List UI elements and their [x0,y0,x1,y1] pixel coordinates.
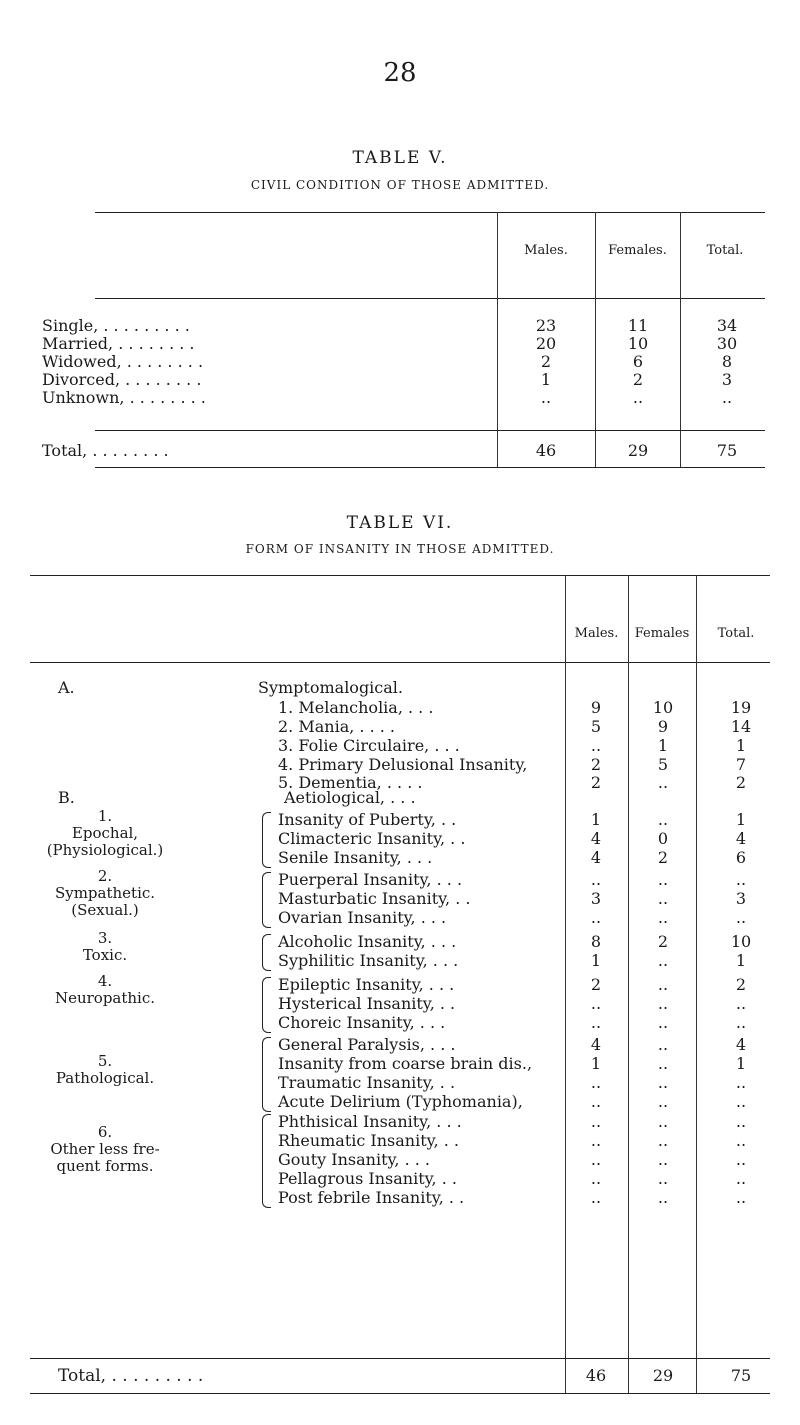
females-value: 0 [657,829,669,848]
group-name-line: Epochal, [71,824,139,842]
females-value: .. [657,889,669,908]
table-row [0,994,800,1014]
table-row [0,1131,800,1151]
total-value: .. [735,1013,747,1032]
total-value: 14 [730,717,752,736]
header-males: Males. [574,626,619,641]
total-value: 1 [735,951,747,970]
males-value: .. [590,736,602,755]
total-value: .. [735,1169,747,1188]
males-value: 9 [590,698,602,717]
table-row [0,848,800,868]
males-value: 4 [590,829,602,848]
males-value: .. [540,388,552,407]
group-name-line: Other less fre- [50,1140,160,1158]
males-value: 1 [590,951,602,970]
females-value: 2 [657,932,669,951]
males-value: 2 [590,755,602,774]
row-label: 2. Mania, . . . . [278,717,396,736]
males-value: 4 [590,848,602,867]
row-label: 4. Primary Delusional Insanity, [278,755,528,774]
females-value: .. [657,1131,669,1150]
row-label: Epileptic Insanity, . . . [278,975,455,994]
row-label: Traumatic Insanity, . . [278,1073,456,1092]
row-label: Ovarian Insanity, . . . [278,908,447,927]
females-value: .. [657,810,669,829]
group-name-line: Neuropathic. [54,989,156,1007]
row-label: 1. Melancholia, . . . [278,698,434,717]
females-value: .. [657,1073,669,1092]
males-value: .. [590,908,602,927]
total-value: 1 [735,1054,747,1073]
row-label: Unknown, . . . . . . . . [42,388,206,407]
males-value: .. [590,1131,602,1150]
section-b-letter: B. [58,788,75,807]
section-a-letter: A. [58,678,75,697]
males-value: .. [590,870,602,889]
row-label: Divorced, . . . . . . . . [42,370,202,389]
table-row [0,908,800,928]
row-label: Climacteric Insanity, . . [278,829,466,848]
group-name-line: Pathological. [55,1069,155,1087]
males-value: .. [590,1112,602,1131]
total-value: 4 [735,1035,747,1054]
group-name-line: quent forms. [56,1157,154,1175]
females-value: .. [657,1092,669,1111]
females-value: .. [657,908,669,927]
total-value: 2 [735,975,747,994]
row-label: Rheumatic Insanity, . . [278,1131,459,1150]
total-value: 19 [730,698,752,717]
females-value: 10 [627,334,649,353]
grand-total: 75 [730,1366,752,1385]
row-label: Widowed, . . . . . . . . [42,352,204,371]
group-name-line: (Physiological.) [46,841,164,859]
males-value: 2 [590,773,602,792]
total-value: 3 [721,370,733,389]
total-value: 6 [735,848,747,867]
females-value: 10 [652,698,674,717]
row-label: Post febrile Insanity, . . [278,1188,465,1207]
males-value: .. [590,1188,602,1207]
males-value: 2 [540,352,552,371]
row-label: Masturbatic Insanity, . . [278,889,471,908]
females-value: .. [657,975,669,994]
females-value: 2 [657,848,669,867]
grand-total: 75 [716,441,738,460]
header-females: Females. [608,243,667,258]
row-label: Insanity of Puberty, . . [278,810,457,829]
females-value: .. [657,1169,669,1188]
table-row [0,334,800,354]
total-value: 1 [735,736,747,755]
females-value: 9 [657,717,669,736]
row-label: Hysterical Insanity, . . [278,994,456,1013]
males-value: .. [590,994,602,1013]
table-row [0,1092,800,1112]
row-label: 3. Folie Circulaire, . . . [278,736,460,755]
table-row [0,755,800,775]
group-name-line: 6. [97,1123,113,1141]
males-value: .. [590,1150,602,1169]
table-row [0,717,800,737]
table-row [0,867,800,890]
table-row [0,316,800,336]
group-name-line: 5. [97,1052,113,1070]
total-value: .. [735,870,747,889]
section-a-title: Symptomalogical. [258,678,403,697]
females-value: .. [632,388,644,407]
table-row [0,388,800,408]
row-label: Insanity from coarse brain dis., [278,1054,533,1073]
row-label: General Paralysis, . . . [278,1035,456,1054]
page-number: 28 [383,58,417,88]
females-value: .. [657,1013,669,1032]
group-name-line: 2. [97,867,113,885]
males-value: 1 [590,1054,602,1073]
males-value: 4 [590,1035,602,1054]
table-row [0,370,800,390]
total-value: .. [735,994,747,1013]
table-row [0,698,800,718]
group-name-line: Toxic. [82,946,128,964]
males-value: 1 [540,370,552,389]
row-label: Choreic Insanity, . . . [278,1013,446,1032]
females-value: .. [657,1054,669,1073]
females-total: 29 [627,441,649,460]
females-value: .. [657,951,669,970]
table-row [0,773,800,793]
row-label: Married, . . . . . . . . [42,334,195,353]
group-name-line: (Sexual.) [71,901,139,919]
row-label: Gouty Insanity, . . . [278,1150,431,1169]
group-name-line: 1. [97,807,113,825]
total-value: 4 [735,829,747,848]
females-total: 29 [652,1366,674,1385]
females-value: 1 [657,736,669,755]
females-value: .. [657,870,669,889]
females-value: .. [657,1035,669,1054]
total-row [0,441,800,461]
table-row [0,951,800,971]
total-value: .. [735,1112,747,1131]
total-value: 34 [716,316,738,335]
males-total: 46 [535,441,557,460]
females-value: .. [657,1188,669,1207]
row-label: Phthisical Insanity, . . . [278,1112,462,1131]
females-value: .. [657,994,669,1013]
total-value: 10 [730,932,752,951]
total-row [0,1366,800,1386]
females-value: 5 [657,755,669,774]
table6-subtitle: FORM OF INSANITY IN THOSE ADMITTED. [245,542,555,556]
females-value: .. [657,1150,669,1169]
females-value: .. [657,1112,669,1131]
total-value: .. [735,1073,747,1092]
total-value: .. [735,1131,747,1150]
males-value: 8 [590,932,602,951]
table5-subtitle: CIVIL CONDITION OF THOSE ADMITTED. [250,178,550,192]
males-value: 2 [590,975,602,994]
males-value: .. [590,1013,602,1032]
total-value: 8 [721,352,733,371]
total-value: 7 [735,755,747,774]
group-name-line: 4. [97,972,113,990]
males-value: 23 [535,316,557,335]
row-label: Alcoholic Insanity, . . . [278,932,457,951]
table-row [0,889,800,909]
row-label: Acute Delirium (Typhomania), [278,1092,523,1111]
total-value: .. [735,908,747,927]
females-value: 2 [632,370,644,389]
table6-title: TABLE VI. [346,513,454,533]
table-row [0,1150,800,1170]
males-value: 20 [535,334,557,353]
table-row [0,1169,800,1189]
header-total: Total. [706,243,744,258]
group-name-line: 3. [97,929,113,947]
row-label: Puerperal Insanity, . . . [278,870,463,889]
row-label: 5. Dementia, . . . . [278,773,423,792]
table5-title: TABLE V. [352,148,448,168]
total-label: Total, . . . . . . . . . [58,1366,204,1386]
header-males: Males. [524,243,568,258]
total-value: .. [735,1092,747,1111]
total-value: .. [721,388,733,407]
females-value: .. [657,773,669,792]
total-value: 1 [735,810,747,829]
table-row [0,736,800,756]
table-row [0,1073,800,1093]
males-value: 5 [590,717,602,736]
header-total: Total. [717,626,755,641]
header-females: Females [634,626,690,641]
table-row [0,1112,800,1132]
total-value: .. [735,1150,747,1169]
total-value: .. [735,1188,747,1207]
table-row [0,929,800,952]
total-value: 3 [735,889,747,908]
males-value: .. [590,1073,602,1092]
table-row [0,1054,800,1074]
males-value: .. [590,1092,602,1111]
table-row [0,829,800,849]
females-value: 6 [632,352,644,371]
males-value: 1 [590,810,602,829]
total-label: Total, . . . . . . . . [42,441,169,460]
row-label: Pellagrous Insanity, . . [278,1169,457,1188]
total-value: 30 [716,334,738,353]
table-row [0,1188,800,1208]
table-row [0,1035,800,1055]
table-row [0,972,800,995]
section-b-title: Aetiological, . . . [284,788,416,807]
table-row [0,352,800,372]
males-value: .. [590,1169,602,1188]
males-total: 46 [585,1366,607,1385]
row-label: Syphilitic Insanity, . . . [278,951,459,970]
row-label: Senile Insanity, . . . [278,848,433,867]
group-name-line: Sympathetic. [54,884,156,902]
row-label: Single, . . . . . . . . . [42,316,190,335]
males-value: 3 [590,889,602,908]
total-value: 2 [735,773,747,792]
table-row [0,1013,800,1033]
females-value: 11 [627,316,649,335]
table-row [0,807,800,830]
